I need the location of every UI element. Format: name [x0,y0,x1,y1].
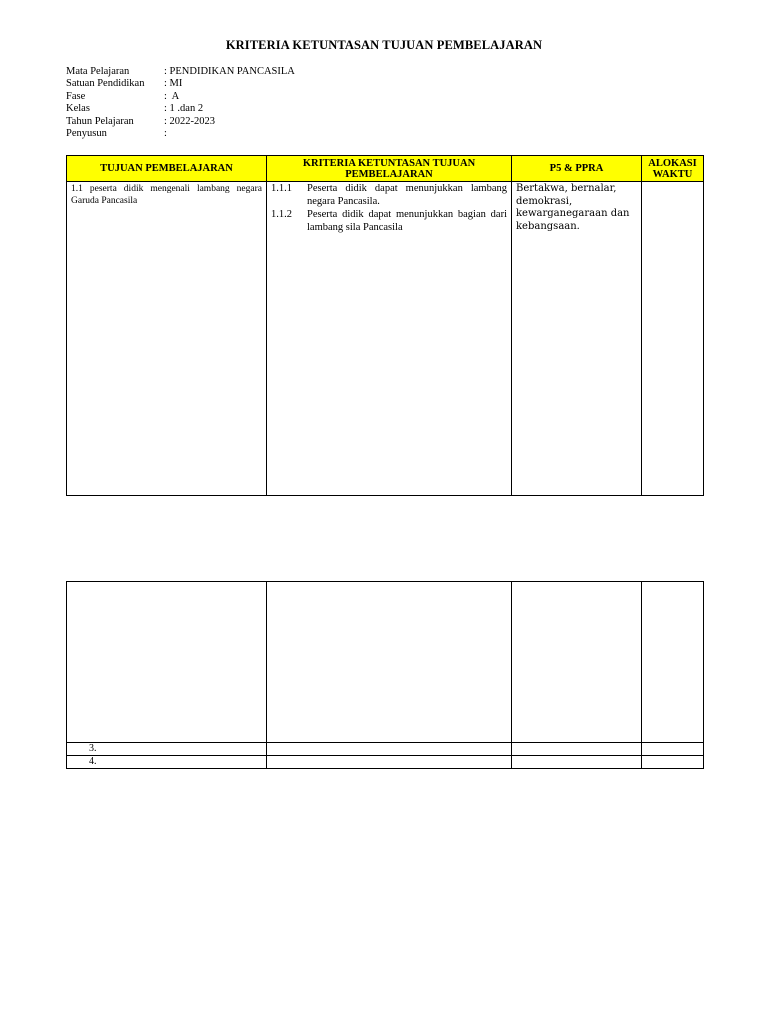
header-alokasi: ALOKASI WAKTU [642,156,704,182]
tujuan-text: 1.1 peserta didik mengenali lambang negara Garuda Pancasila [71,184,262,206]
info-value: : 2022-2023 [164,115,216,127]
kriteria-number: 1.1.2 [271,209,292,220]
empty-cell [512,743,642,756]
info-block [66,66,295,140]
empty-cell [642,756,704,769]
info-row-kelas [66,103,295,115]
kriteria-text: Peserta didik dapat menunjukkan bagian dari lambang sila Pancasila [307,209,507,233]
header-p5: P5 & PPRA [512,156,642,182]
info-label: Fase [66,90,86,102]
table-header-row [67,156,704,182]
cell-alokasi [642,182,704,496]
info-label: Tahun Pelajaran [66,115,134,127]
info-row-mata-pelajaran [66,66,295,78]
info-value: : PENDIDIKAN PANCASILA [164,66,295,77]
kriteria-list [267,182,511,234]
kriteria-number: 1.1.1 [271,183,292,194]
document-title: KRITERIA KETUNTASAN TUJUAN PEMBELAJARAN [225,38,543,52]
kriteria-item [267,183,511,208]
cell-kriteria [267,182,512,496]
kriteria-text: Peserta didik dapat menunjukkan lambang negara Pancasila. [307,183,507,207]
info-value: : [164,127,167,139]
info-row-tahun-pelajaran [66,116,295,128]
info-value: : A [164,90,180,102]
info-value: : MI [164,78,183,90]
p5-text: Bertakwa, bernalar, demokrasi, kewarganegaraan dan kebangsaan. [516,183,630,232]
empty-cell [642,743,704,756]
continuation-table [66,581,704,769]
info-row-penyusun [66,128,295,140]
empty-cell [267,743,512,756]
empty-cell [267,756,512,769]
kriteria-item [267,209,511,234]
row-number: 4. [67,756,267,769]
table-row [67,756,704,769]
table-row [67,582,704,743]
info-label: Mata Pelajaran [66,66,130,77]
criteria-table [66,155,704,496]
info-row-fase [66,91,295,103]
cell-p5 [512,182,642,496]
header-kriteria: KRITERIA KETUNTASAN TUJUAN PEMBELAJARAN [267,156,512,182]
info-label: Penyusun [66,127,107,139]
table-row [67,743,704,756]
info-row-satuan-pendidikan [66,78,295,90]
empty-cell [642,582,704,743]
cell-tujuan [67,182,267,496]
empty-cell [512,756,642,769]
info-value: : 1 .dan 2 [164,103,204,115]
empty-cell [512,582,642,743]
row-number: 3. [67,743,267,756]
info-label: Kelas [66,103,90,115]
header-tujuan: TUJUAN PEMBELAJARAN [67,156,267,182]
table-row [67,182,704,496]
empty-cell [67,582,267,743]
info-label: Satuan Pendidikan [66,78,145,90]
empty-cell [267,582,512,743]
